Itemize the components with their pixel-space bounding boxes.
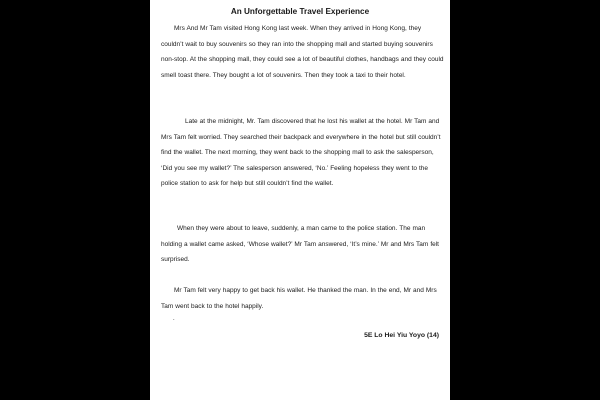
stray-mark: . [173,316,175,322]
paragraph-3-text: When they were about to leave, suddenly, a man came to the police station. The man holding a wallet came asked, ‘Whose wallet?’ Mr Tam answered, ‘It’s mine.’ Mr and Mrs Tam felt surprised. [161,225,439,263]
paragraph-2 [161,114,445,192]
document-page [150,0,450,400]
paragraph-2-text: Late at the midnight, Mr. Tam discovered that he lost his wallet at the hotel. Mr Tam and Mrs Tam felt worried. They searched their backpack and everywhere in the hotel but still couldn’t find the wallet. The next morning, they went back to the shopping mall to ask the salesperson, ‘Did you see my wallet?’ The salesperson answered, ‘No.’ Feeling hopeless they went to the police station to ask for help but still couldn’t find the wallet. [161,118,441,187]
paragraph-1-text: Mrs And Mr Tam visited Hong Kong last week. When they arrived in Hong Kong, they couldn’t wait to buy souvenirs so they ran into the shopping mall and started buying souvenirs non-stop. At the shopping mall, they could see a lot of beautiful clothes, handbags and they could smell toast there. They bought a lot of souvenirs. Then they took a taxi to their hotel. [161,25,444,79]
paragraph-3 [161,221,445,268]
paragraph-4 [161,283,445,314]
author-signature: 5E Lo Hei Yiu Yoyo (14) [364,332,439,339]
paragraph-4-text: Mr Tam felt very happy to get back his wallet. He thanked the man. In the end, Mr and Mrs Tam went back to the hotel happily. [161,287,437,310]
document-title: An Unforgettable Travel Experience [230,7,370,16]
paragraph-1 [161,21,445,83]
